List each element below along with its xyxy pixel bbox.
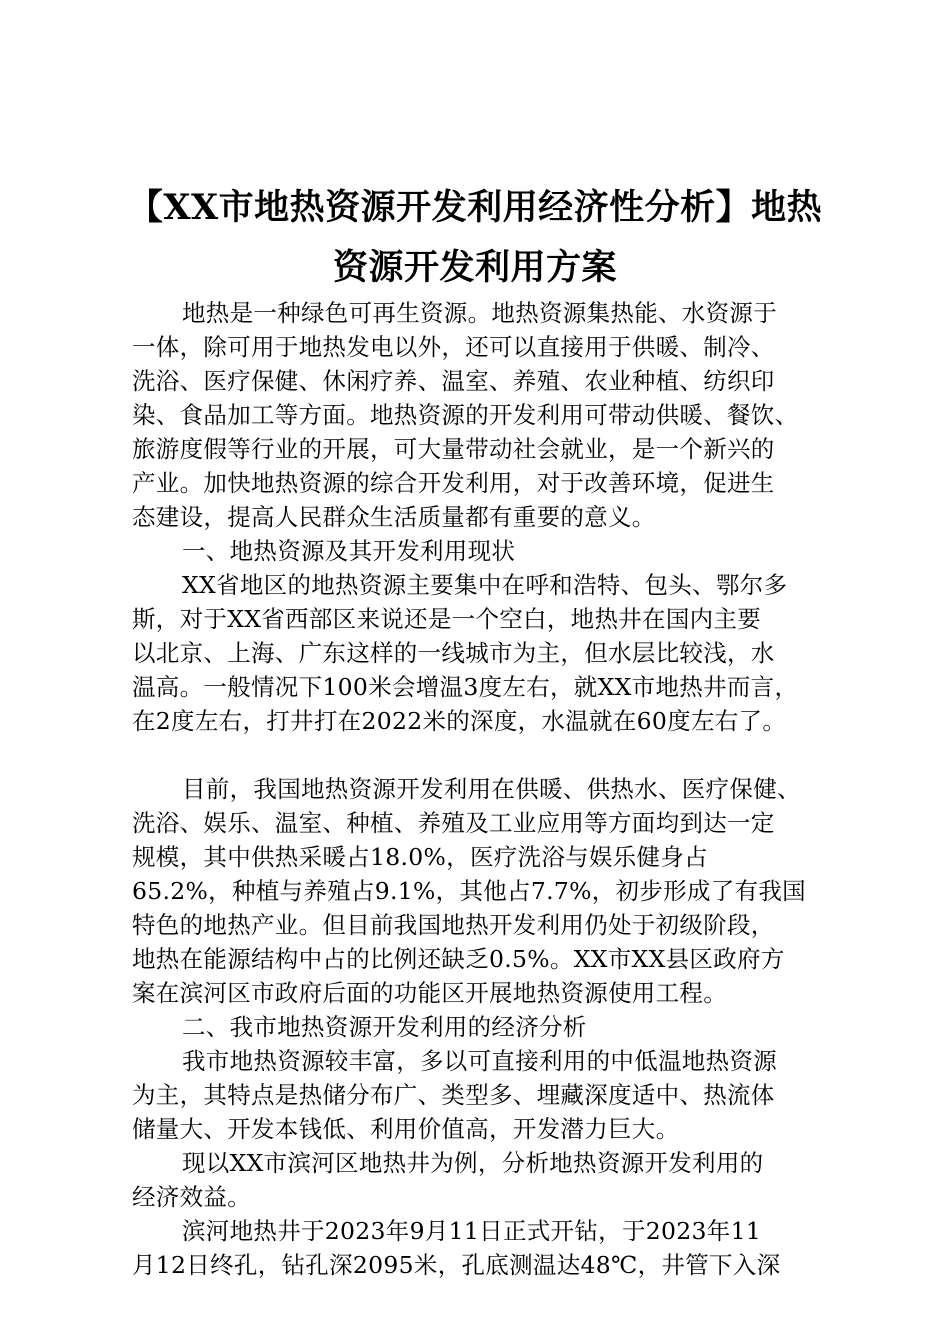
paragraph-national — [132, 772, 842, 1010]
text-line: 地热在能源结构中占的比例还缺乏0.5%。XX市XX县区政府方 — [132, 945, 785, 973]
text-line: 我市地热资源较丰富，多以可直接利用的中低温地热资源 — [182, 1047, 777, 1075]
paragraph-well — [132, 1214, 842, 1282]
text-line: 现以XX市滨河区地热井为例，分析地热资源开发利用的 — [182, 1149, 764, 1177]
text-line: 洗浴、娱乐、温室、种植、养殖及工业应用等方面均到达一定 — [132, 809, 775, 837]
text-line: 特色的地热产业。但目前我国地热开发利用仍处于初级阶段， — [132, 911, 775, 939]
text-line: 染、食品加工等方面。地热资源的开发利用可带动供暖、餐饮、 — [132, 401, 799, 429]
paragraph-resources — [132, 1044, 842, 1146]
text-line: 地热是一种绿色可再生资源。地热资源集热能、水资源于 — [182, 299, 777, 327]
text-line: 月12日终孔，钻孔深2095米，孔底测温达48℃，井管下入深 — [132, 1251, 781, 1279]
text-line: 经济效益。 — [132, 1183, 251, 1211]
text-line: 以北京、上海、广东这样的一线城市为主，但水层比较浅，水 — [132, 639, 775, 667]
section-heading-1 — [132, 534, 842, 568]
title-line: 【XX市地热资源开发利用经济性分析】地热 — [127, 187, 823, 228]
text-line: 旅游度假等行业的开展，可大量带动社会就业，是一个新兴的 — [132, 435, 775, 463]
text-line: XX省地区的地热资源主要集中在呼和浩特、包头、鄂尔多 — [182, 571, 788, 599]
heading-line: 一、地热资源及其开发利用现状 — [182, 537, 516, 565]
text-line: 规模，其中供热采暖占18.0%，医疗洗浴与娱乐健身占 — [132, 843, 708, 871]
text-line: 斯，对于XX省西部区来说还是一个空白，地热井在国内主要 — [132, 605, 762, 633]
text-line: 案在滨河区市政府后面的功能区开展地热资源使用工程。 — [132, 979, 727, 1007]
document-body — [132, 296, 842, 1282]
text-line: 为主，其特点是热储分布广、类型多、埋藏深度适中、热流体 — [132, 1081, 775, 1109]
heading-line: 二、我市地热资源开发利用的经济分析 — [182, 1013, 587, 1041]
text-line: 目前，我国地热资源开发利用在供暖、供热水、医疗保健、 — [182, 775, 801, 803]
text-line: 温高。一般情况下100米会增温3度左右，就XX市地热井而言， — [132, 673, 799, 701]
text-line: 65.2%，种植与养殖占9.1%，其他占7.7%，初步形成了有我国 — [132, 877, 806, 905]
paragraph-intro — [132, 296, 842, 534]
title-line: 资源开发利用方案 — [332, 247, 617, 288]
section-heading-2 — [132, 1010, 842, 1044]
text-line: 在2度左右，打井打在2022米的深度，水温就在60度左右了。 — [132, 707, 787, 735]
paragraph-status — [132, 568, 842, 738]
text-line: 储量大、开发本钱低、利用价值高，开发潜力巨大。 — [132, 1115, 680, 1143]
document-title — [120, 178, 830, 298]
text-line: 产业。加快地热资源的综合开发利用，对于改善环境，促进生 — [132, 469, 775, 497]
text-line: 态建设，提高人民群众生活质量都有重要的意义。 — [132, 503, 656, 531]
paragraph-example — [132, 1146, 842, 1214]
text-line: 洗浴、医疗保健、休闲疗养、温室、养殖、农业种植、纺织印 — [132, 367, 775, 395]
text-line: 滨河地热井于2023年9月11日正式开钻，于2023年11 — [182, 1217, 762, 1245]
text-line: 一体，除可用于地热发电以外，还可以直接用于供暖、制冷、 — [132, 333, 775, 361]
blank-line — [132, 738, 842, 772]
